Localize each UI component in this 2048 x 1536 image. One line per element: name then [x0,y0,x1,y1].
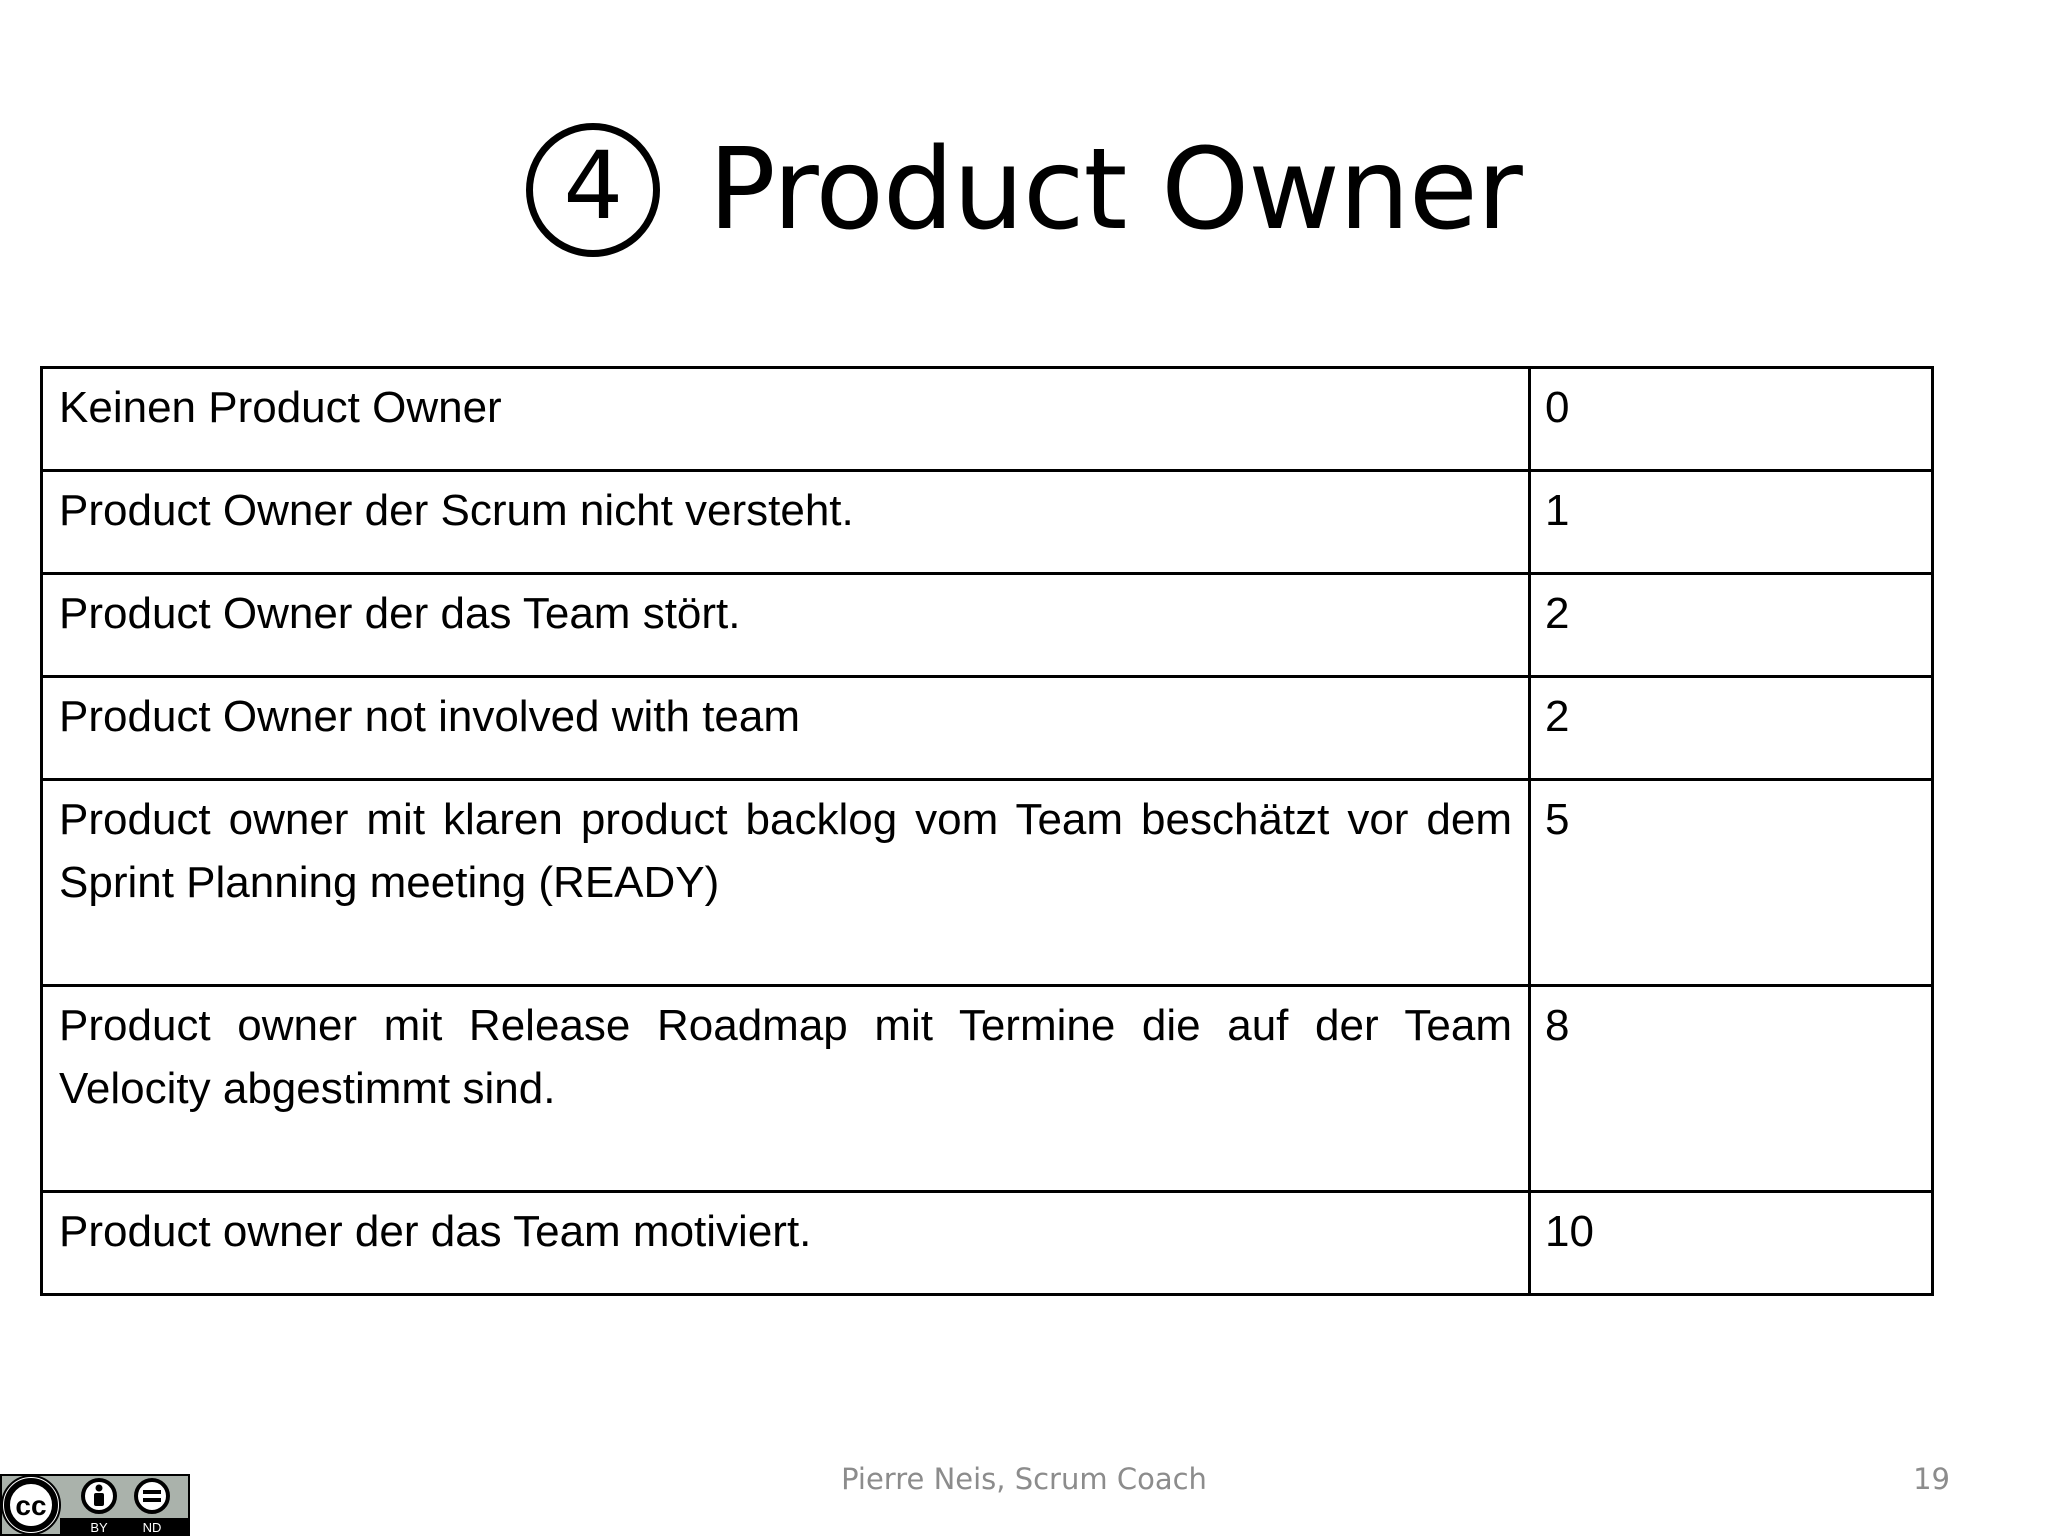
no-derivatives-icon [136,1480,168,1512]
slide-title [0,120,2048,260]
row-description: Product owner mit Release Roadmap mit Termine die auf der Team Velocity abgestimmt sind. [42,986,1530,1192]
row-score: 1 [1530,471,1933,574]
page-number: 19 [1913,1462,1950,1496]
row-description: Product owner der das Team motiviert. [42,1192,1530,1295]
cc-logo-text: cc [15,1490,47,1521]
table-row [42,677,1933,780]
table-row [42,986,1933,1192]
row-score: 2 [1530,574,1933,677]
row-description: Product Owner der das Team stört. [42,574,1530,677]
nd-label: ND [142,1520,162,1535]
page-title: Product Owner [708,125,1522,255]
row-score: 0 [1530,368,1933,471]
cc-icon [2,1476,60,1534]
row-score: 8 [1530,986,1933,1192]
attribution-icon [83,1480,115,1512]
row-description: Keinen Product Owner [42,368,1530,471]
by-label: BY [90,1520,108,1535]
row-description: Product Owner der Scrum nicht versteht. [42,471,1530,574]
table-row [42,1192,1933,1295]
cc-license-badge [0,1474,190,1536]
slide-number-circle: 4 [526,123,660,257]
table-row [42,368,1933,471]
table-row [42,574,1933,677]
row-score: 2 [1530,677,1933,780]
row-description: Product Owner not involved with team [42,677,1530,780]
footer-credit: Pierre Neis, Scrum Coach [841,1462,1207,1496]
row-description: Product owner mit klaren product backlog vom Team beschätzt vor dem Sprint Planning meeting (READY) [42,780,1530,986]
row-score: 5 [1530,780,1933,986]
table-row [42,471,1933,574]
table-row [42,780,1933,986]
row-score: 10 [1530,1192,1933,1295]
score-table [40,366,1934,1296]
